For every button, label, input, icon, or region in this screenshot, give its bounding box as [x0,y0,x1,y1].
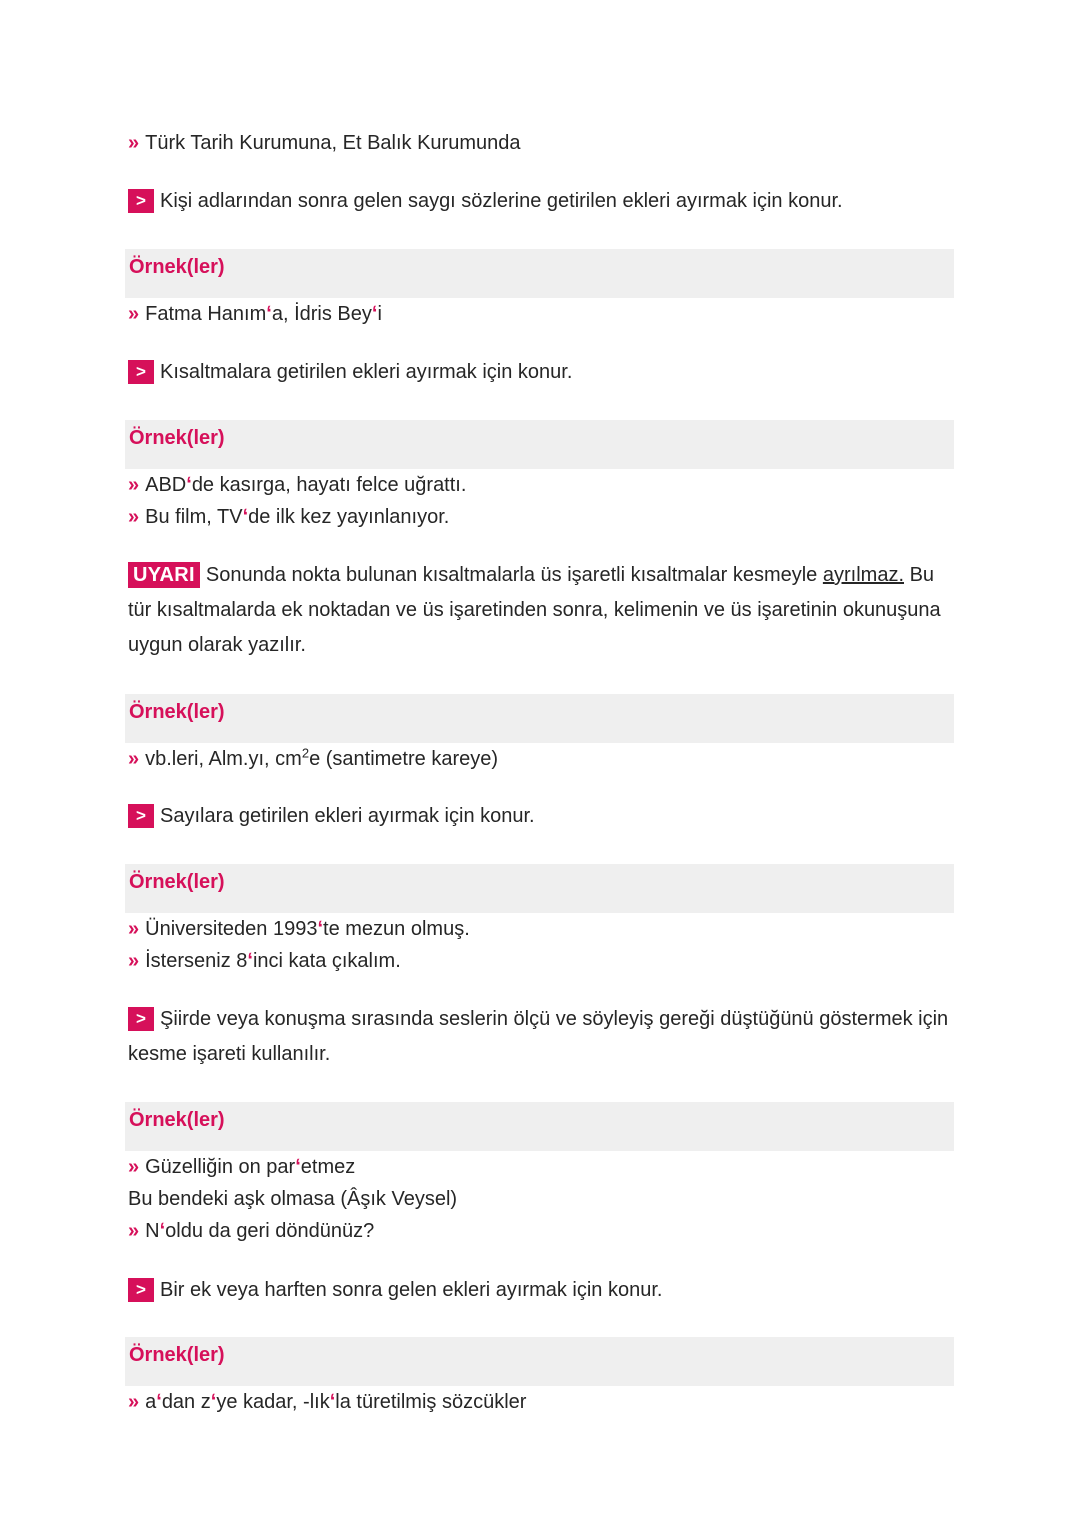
example-line: » Nʻoldu da geri döndünüz? [128,1220,375,1242]
example-line: » vb.leri, Alm.yı, $cm^2e$ (santimetre kareye) [128,745,499,770]
apostrophe-mark: ʻ [156,1391,162,1413]
bullet-icon: » [128,132,140,154]
rule-item [128,1002,954,1072]
apostrophe-mark: ʻ [247,950,253,972]
apostrophe-mark: ʻ [329,1391,336,1413]
warning-badge: UYARI [128,562,200,588]
example-text: Türk Tarih Kurumuna, Et Balık Kurumunda [145,132,521,154]
arrow-marker-icon: > [128,189,154,213]
apostrophe-mark: ʻ [242,506,249,528]
rule-text: Kişi adlarından sonra gelen saygı sözlerine getirilen ekleri ayırmak için konur. [160,190,843,212]
example-line: Bu bendeki aşk olmasa (Âşık Veysel) [128,1188,458,1210]
example-heading: Örnek(ler) [125,694,954,743]
bullet-icon: » [128,506,140,528]
example-heading: Örnek(ler) [125,1102,954,1151]
apostrophe-mark: ʻ [159,1220,166,1242]
arrow-marker-icon: > [128,360,154,384]
bullet-icon: » [128,950,140,972]
apostrophe-mark: ʻ [186,474,192,496]
rule-text: Kısaltmalara getirilen ekleri ayırmak için konur. [160,361,573,383]
example-line: » ABDʻde kasırga, hayatı felce uğrattı. [128,474,467,496]
arrow-marker-icon: > [128,1007,154,1031]
warning-note: UYARI Sonunda nokta bulunan kısaltmalarla üs işaretli kısaltmalar kesmeyle ayrılmaz. Bu tür kısaltmalarda ek noktadan ve üs işaretinden sonra, kelimenin ve üs işaretinin okunuşuna uygun olarak yazılır. [128,564,941,656]
example-line: » Üniversiteden 1993ʻte mezun olmuş. [128,918,470,940]
example-line: » İsterseniz 8ʻinci kata çıkalım. [128,950,401,972]
example-heading: Örnek(ler) [125,1337,954,1386]
arrow-marker-icon: > [128,1278,154,1302]
rule-item [128,184,954,218]
example-heading: Örnek(ler) [125,864,954,913]
bullet-icon: » [128,748,140,770]
rule-item [128,1273,954,1307]
apostrophe-mark: ʻ [266,303,272,325]
apostrophe-mark: ʻ [295,1156,301,1178]
example-line [128,127,954,159]
apostrophe-mark: ʻ [371,303,378,325]
example-heading: Örnek(ler) [125,249,954,298]
bullet-icon: » [128,303,140,325]
example-line: » aʻdan zʻye kadar, -lıkʻla türetilmiş sözcükler [128,1391,527,1413]
example-line: » Güzelliğin on parʻetmez [128,1156,356,1178]
bullet-icon: » [128,1391,140,1413]
rule-text: Sayılara getirilen ekleri ayırmak için konur. [160,805,535,827]
underlined-word: ayrılmaz. [822,564,904,586]
example-line: » Fatma Hanımʻa, İdris Beyʻi [128,303,382,325]
bullet-icon: » [128,918,140,940]
rule-text: Bir ek veya harften sonra gelen ekleri ayırmak için konur. [160,1279,663,1301]
apostrophe-mark: ʻ [210,1391,217,1413]
bullet-icon: » [128,1220,140,1242]
rule-item [128,799,954,833]
rule-item [128,355,954,389]
bullet-icon: » [128,1156,140,1178]
example-heading: Örnek(ler) [125,420,954,469]
apostrophe-mark: ʻ [317,918,324,940]
arrow-marker-icon: > [128,804,154,828]
bullet-icon: » [128,474,140,496]
rule-text: Şiirde veya konuşma sırasında seslerin ölçü ve söyleyiş gereği düştüğünü göstermek için kesme işareti kullanılır. [128,1008,949,1065]
example-line: » Bu film, TVʻde ilk kez yayınlanıyor. [128,506,450,528]
